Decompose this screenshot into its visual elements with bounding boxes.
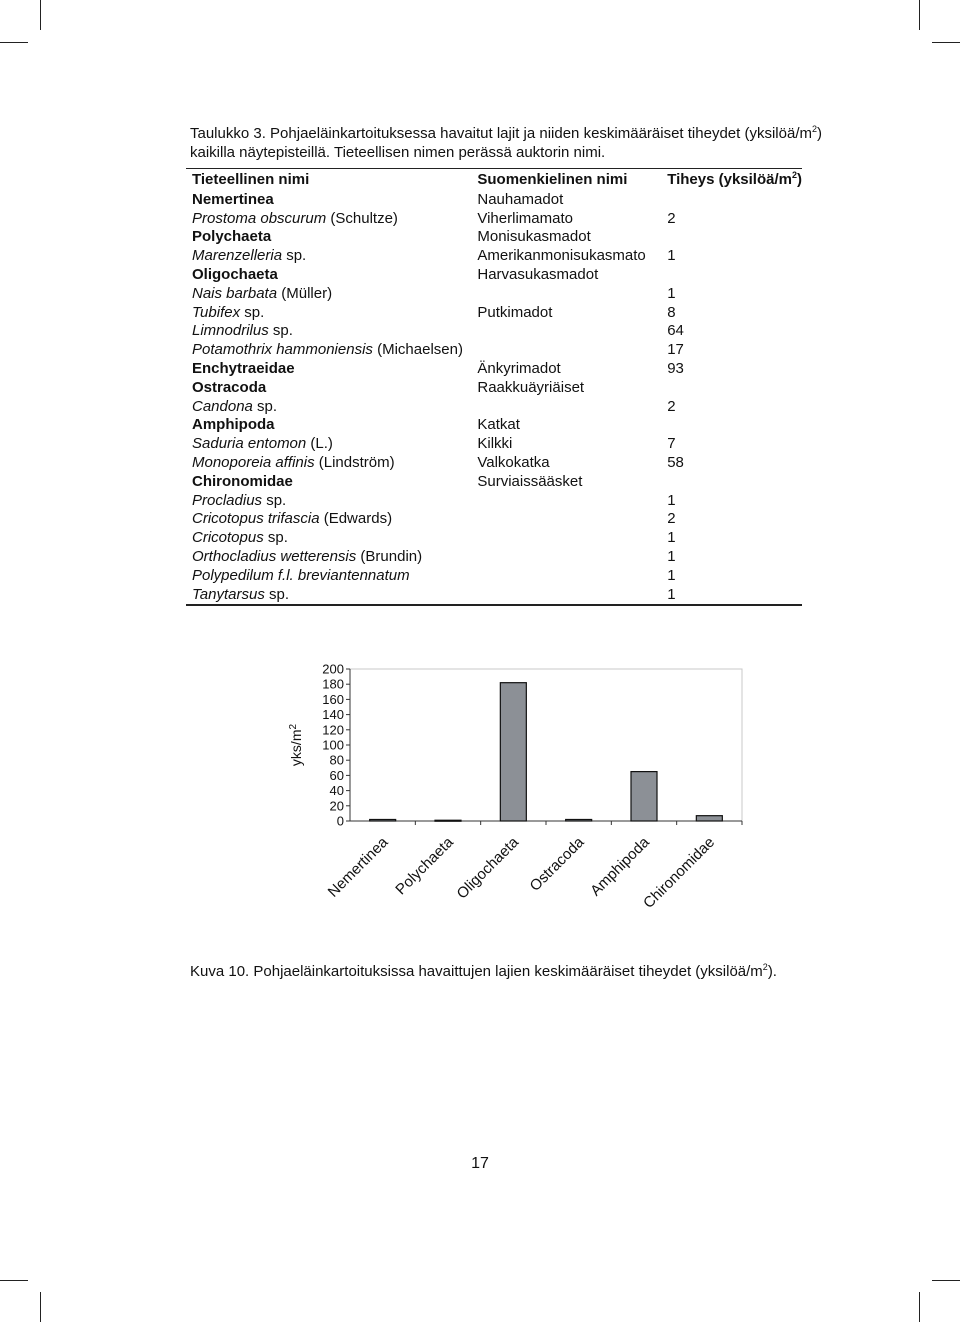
- author-name: sp.: [240, 303, 265, 321]
- cell-finnish-name: [471, 528, 661, 547]
- cell-finnish-name: [471, 397, 661, 416]
- bar-chironomidae: [696, 816, 722, 821]
- cell-scientific-name: Amphipoda: [192, 416, 275, 434]
- table-row-species: [186, 491, 802, 510]
- table-row-species: [186, 547, 802, 566]
- table-row-group: [186, 472, 802, 491]
- cell-density: [661, 416, 802, 435]
- species-name: Limnodrilus: [192, 322, 269, 340]
- cell-scientific-name: [186, 491, 471, 510]
- cell-density: 1: [667, 585, 676, 603]
- cell-scientific-name: [186, 340, 471, 359]
- cell-finnish-name: [471, 491, 661, 510]
- table-row-group: [186, 416, 802, 435]
- cell-finnish-name: Kilkki: [477, 435, 513, 453]
- cell-density: 8: [667, 303, 676, 321]
- cell-finnish-name: [471, 585, 661, 604]
- bar-ostracoda: [566, 819, 592, 821]
- cell-finnish-name: Valkokatka: [477, 454, 550, 472]
- table-row-group: [186, 190, 802, 209]
- author-name: (Müller): [277, 284, 333, 302]
- cell-density: 17: [667, 341, 684, 359]
- cell-finnish-name: [471, 547, 661, 566]
- table-caption-line1: Taulukko 3. Pohjaeläinkartoituksessa havaitut lajit ja niiden keskimääräiset tiheydet $(yksilöä/m^2)$: [190, 124, 822, 142]
- y-tick-label: 120: [322, 722, 344, 738]
- y-axis-label-text: yks/m: [288, 729, 304, 767]
- cell-density: [661, 378, 802, 397]
- cell-finnish-name: Surviaissääsket: [477, 472, 583, 490]
- table-row-species: [186, 209, 802, 228]
- table-caption-line2: kaikilla näytepisteillä. Tieteellisen nimen perässä auktorin nimi.: [190, 144, 606, 161]
- y-tick-label: 160: [322, 691, 344, 707]
- cell-density: 1: [667, 548, 676, 566]
- author-name: (Schultze): [326, 209, 398, 227]
- cell-finnish-name: Monisukasmadot: [477, 228, 591, 246]
- cell-density: 93: [667, 360, 684, 378]
- y-tick-label: 140: [322, 707, 344, 723]
- x-tick-label: Chironomidae: [640, 833, 719, 912]
- table-row-species: [186, 397, 802, 416]
- x-tick-label: Oligochaeta: [453, 833, 523, 903]
- cell-scientific-name: [186, 453, 471, 472]
- cell-scientific-name: [186, 547, 471, 566]
- cell-scientific-name: [186, 209, 471, 228]
- crop-mark: [932, 1280, 960, 1281]
- species-name: Orthocladius wetterensis: [192, 548, 357, 566]
- header-density: Tiheys $(yksilöä/m^2)$: [667, 170, 802, 188]
- cell-density: 1: [667, 566, 676, 584]
- plot-area: [350, 669, 742, 821]
- cell-finnish-name: Änkyrimadot: [477, 360, 561, 378]
- table-row-species: [186, 322, 802, 341]
- cell-finnish-name: Nauhamadot: [477, 190, 564, 208]
- cell-scientific-name: [186, 246, 471, 265]
- y-tick-label: 100: [322, 737, 344, 753]
- cell-density: 1: [667, 529, 676, 547]
- species-name: Prostoma obscurum: [192, 209, 327, 227]
- cell-scientific-name: [186, 322, 471, 341]
- y-tick-label: 180: [322, 676, 344, 692]
- species-name: Saduria entomon: [192, 435, 307, 453]
- density-bar-chart: [270, 650, 770, 940]
- page-number: 17: [471, 1155, 489, 1172]
- crop-mark: [0, 42, 28, 43]
- crop-mark: [919, 1292, 920, 1322]
- crop-mark: [0, 1280, 28, 1281]
- species-name: Nais barbata: [192, 284, 278, 302]
- cell-density: [661, 472, 802, 491]
- author-name: sp.: [264, 585, 290, 603]
- cell-scientific-name: [186, 528, 471, 547]
- header-scientific-name: Tieteellinen nimi: [192, 171, 310, 188]
- species-table: [186, 168, 802, 606]
- table-row-species: [186, 510, 802, 529]
- table-row-group: [186, 265, 802, 284]
- species-name: Cricotopus: [192, 529, 264, 547]
- y-tick-label: 200: [322, 661, 344, 677]
- table-row-group: [186, 378, 802, 397]
- species-name: Potamothrix hammoniensis: [192, 341, 373, 359]
- table-bottom-rule: [186, 604, 802, 606]
- cell-finnish-name: Katkat: [477, 416, 520, 434]
- cell-scientific-name: [186, 510, 471, 529]
- cell-density: 64: [667, 322, 684, 340]
- author-name: (L.): [306, 435, 333, 453]
- cell-finnish-name: [471, 284, 661, 303]
- bar-nemertinea: [370, 819, 396, 821]
- cell-scientific-name: [186, 397, 471, 416]
- author-name: sp.: [282, 247, 307, 265]
- cell-scientific-name: Oligochaeta: [192, 266, 278, 284]
- cell-density: 1: [667, 284, 676, 302]
- author-name: sp.: [252, 397, 278, 415]
- author-name: sp.: [268, 322, 293, 340]
- table-header-row: [186, 169, 802, 190]
- crop-mark: [919, 0, 920, 30]
- cell-density: 7: [667, 435, 676, 453]
- cell-finnish-name: [471, 340, 661, 359]
- crop-mark: [40, 1292, 41, 1322]
- figure-caption: Kuva 10. Pohjaeläinkartoituksissa havaittujen lajien keskimääräiset tiheydet $(yksilöä/m^2)$.: [190, 962, 777, 980]
- cell-density: [661, 265, 802, 284]
- cell-finnish-name: [471, 566, 661, 585]
- x-tick-label: Ostracoda: [526, 833, 588, 895]
- crop-mark: [932, 42, 960, 43]
- cell-density: 1: [667, 491, 676, 509]
- header-finnish-name: Suomenkielinen nimi: [477, 171, 628, 188]
- bar-amphipoda: [631, 772, 657, 821]
- cell-scientific-name: Enchytraeidae: [192, 360, 295, 378]
- x-tick-label: Nemertinea: [324, 833, 392, 901]
- table-row-species: [186, 246, 802, 265]
- species-name: Monoporeia affinis: [192, 454, 315, 472]
- y-tick-label: 60: [329, 767, 344, 783]
- species-name: Marenzelleria: [192, 247, 283, 265]
- cell-scientific-name: Polychaeta: [192, 228, 272, 246]
- cell-finnish-name: Amerikanmonisukasmato: [477, 247, 646, 265]
- cell-scientific-name: [186, 303, 471, 322]
- author-name: (Michaelsen): [372, 341, 463, 359]
- table-row-group: [186, 359, 802, 378]
- table-row-species: [186, 284, 802, 303]
- x-tick-label: Polychaeta: [392, 833, 457, 899]
- y-axis-label-sup: 2: [288, 723, 299, 730]
- cell-scientific-name: [186, 566, 471, 585]
- table-row-species: [186, 528, 802, 547]
- cell-finnish-name: Putkimadot: [477, 303, 553, 321]
- cell-scientific-name: Nemertinea: [192, 190, 274, 208]
- author-name: (Brundin): [356, 548, 423, 566]
- cell-density: [661, 228, 802, 247]
- species-name: Tanytarsus: [192, 585, 265, 603]
- y-tick-label: 0: [336, 813, 344, 829]
- table-row-species: [186, 434, 802, 453]
- cell-finnish-name: [471, 322, 661, 341]
- cell-density: 2: [667, 209, 676, 227]
- table-row-species: [186, 566, 802, 585]
- y-tick-label: 80: [329, 752, 344, 768]
- species-name: Procladius: [192, 491, 263, 509]
- author-name: (Lindström): [314, 454, 395, 472]
- author-name: (Edwards): [319, 510, 393, 528]
- cell-density: 58: [667, 454, 684, 472]
- cell-density: 2: [667, 397, 676, 415]
- author-name: sp.: [263, 529, 288, 547]
- cell-density: 1: [667, 247, 676, 265]
- cell-scientific-name: Ostracoda: [192, 378, 267, 396]
- y-tick-label: 40: [329, 783, 344, 799]
- species-name: Candona: [192, 397, 253, 415]
- cell-finnish-name: Viherlimamato: [477, 209, 573, 227]
- crop-mark: [40, 0, 41, 30]
- table-caption: [190, 124, 822, 162]
- cell-scientific-name: [186, 585, 471, 604]
- cell-scientific-name: [186, 434, 471, 453]
- species-name: Cricotopus trifascia: [192, 510, 320, 528]
- table-row-species: [186, 585, 802, 604]
- table-row-group: [186, 228, 802, 247]
- y-tick-label: 20: [329, 798, 344, 814]
- cell-density: 2: [667, 510, 676, 528]
- x-tick-label: Amphipoda: [587, 833, 653, 900]
- cell-finnish-name: Raakkuäyriäiset: [477, 378, 585, 396]
- y-axis-label: [288, 724, 304, 767]
- cell-finnish-name: [471, 510, 661, 529]
- cell-density: [661, 190, 802, 209]
- bar-polychaeta: [435, 820, 461, 821]
- table-row-species: [186, 303, 802, 322]
- bar-oligochaeta: [500, 683, 526, 821]
- species-name: Tubifex: [192, 303, 241, 321]
- table-row-species: [186, 340, 802, 359]
- author-name: sp.: [262, 491, 287, 509]
- cell-scientific-name: [186, 284, 471, 303]
- cell-finnish-name: Harvasukasmadot: [477, 266, 599, 284]
- species-name: Polypedilum f.l. breviantennatum: [192, 566, 410, 584]
- cell-scientific-name: Chironomidae: [192, 472, 293, 490]
- table-row-species: [186, 453, 802, 472]
